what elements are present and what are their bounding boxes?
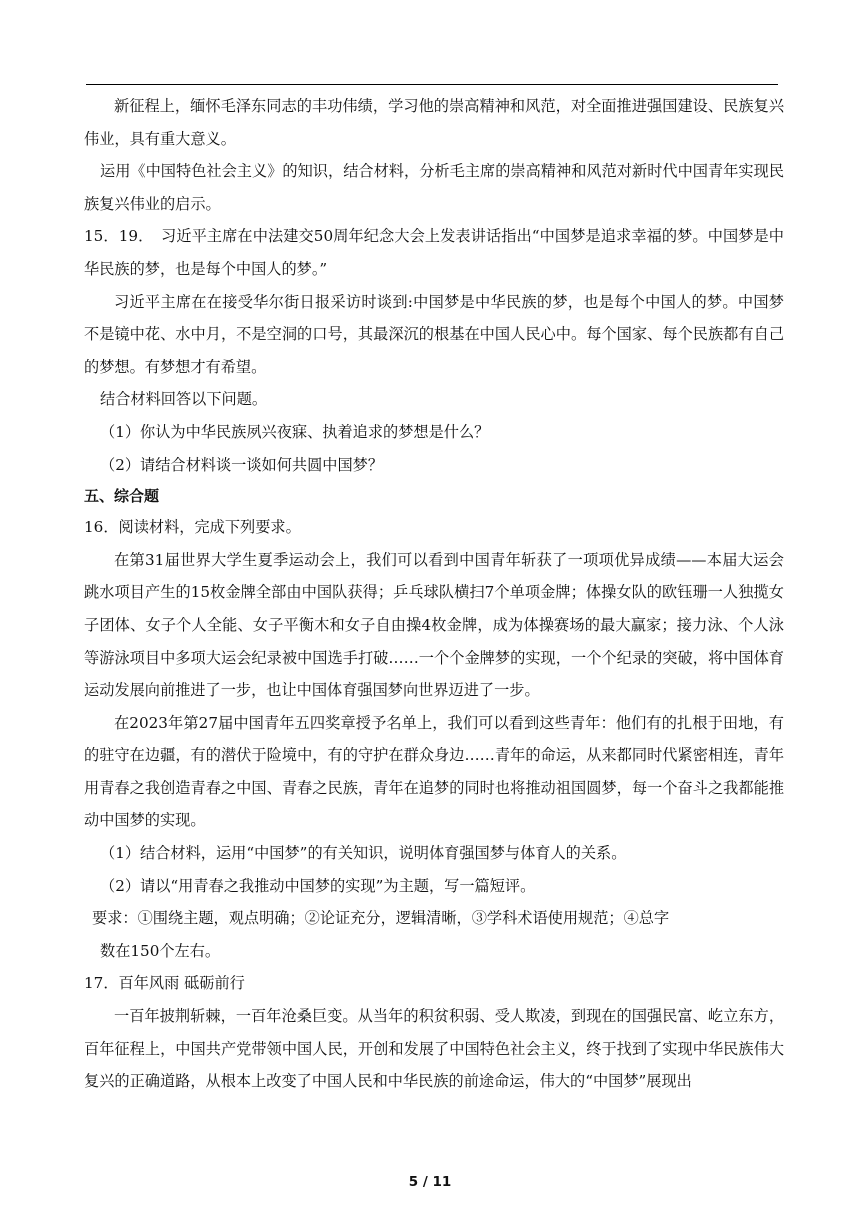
- paragraph: 运用《中国特色社会主义》的知识，结合材料，分析毛主席的崇高精神和风范对新时代中国青年实现民族复兴伟业的启示。: [84, 162, 784, 213]
- header-rule: [86, 84, 778, 85]
- paragraph: 新征程上，缅怀毛泽东同志的丰功伟绩，学习他的崇高精神和风范，对全面推进强国建设、民族复兴伟业，具有重大意义。: [84, 97, 784, 148]
- question-16-requirement: 要求：①围绕主题，观点明确；②论证充分，逻辑清晰，③学科术语使用规范；④总字: [92, 909, 670, 928]
- question-16-requirement-cont: 数在150个左右。: [100, 941, 221, 960]
- question-15-instruction: 结合材料回答以下问题。: [100, 390, 268, 409]
- page-body: [84, 90, 784, 1098]
- question-16-stem: 16．阅读材料，完成下列要求。: [84, 518, 301, 537]
- question-15-sub-2: （2）请结合材料谈一谈如何共圆中国梦？: [100, 455, 384, 474]
- question-16-material-2: 在2023年第27届中国青年五四奖章授予名单上，我们可以看到这些青年：他们有的扎根于田地，有的驻守在边疆，有的潜伏于险境中，有的守护在群众身边……青年的命运，从来都同时代紧密相连，青年用青春之我创造青春之中国、青春之民族，青年在追梦的同时也将推动祖国圆梦，每一个奋斗之我都能推动中国梦的实现。: [84, 713, 784, 830]
- question-16-material-1: 在第31届世界大学生夏季运动会上，我们可以看到中国青年斩获了一项项优异成绩——本届大运会跳水项目产生的15枚金牌全部由中国队获得；乒乓球队横扫7个单项金牌；体操女队的欧钰珊一人独揽女子团体、女子个人全能、女子平衡木和女子自由操4枚金牌，成为体操赛场的最大赢家；接力泳、个人泳等游泳项目中多项大运会纪录被中国选手打破……一个个金牌梦的实现，一个个纪录的突破，将中国体育运动发展向前推进了一步，也让中国体育强国梦向世界迈进了一步。: [84, 550, 784, 700]
- question-16-sub-2: （2）请以“用青春之我推动中国梦的实现”为主题，写一篇短评。: [100, 876, 536, 895]
- question-17-stem: 17．百年风雨 砥砺前行: [84, 974, 245, 993]
- question-17-material: 一百年披荆斩棘，一百年沧桑巨变。从当年的积贫积弱、受人欺凌，到现在的国强民富、屹立东方，百年征程上，中国共产党带领中国人民，开创和发展了中国特色社会主义，终于找到了实现中华民族伟大复兴的正确道路，从根本上改变了中国人民和中华民族的前途命运，伟大的“中国梦”展现出: [84, 1007, 784, 1091]
- question-15-material: 习近平主席在在接受华尔街日报采访时谈到:中国梦是中华民族的梦，也是每个中国人的梦。中国梦不是镜中花、水中月，不是空洞的口号，其最深沉的根基在中国人民心中。每个国家、每个民族都有自己的梦想。有梦想才有希望。: [84, 292, 784, 376]
- section-heading: 五、综合题: [84, 487, 160, 506]
- page-number: 5 / 11: [408, 1174, 452, 1190]
- question-16-sub-1: （1）结合材料，运用“中国梦”的有关知识，说明体育强国梦与体育人的关系。: [100, 844, 627, 863]
- question-15-sub-1: （1）你认为中华民族夙兴夜寐、执着追求的梦想是什么？: [100, 422, 490, 441]
- question-15-stem: 15．19． 习近平主席在中法建交50周年纪念大会上发表讲话指出“中国梦是追求幸福的梦。中国梦是中华民族的梦，也是每个中国人的梦。”: [84, 227, 784, 278]
